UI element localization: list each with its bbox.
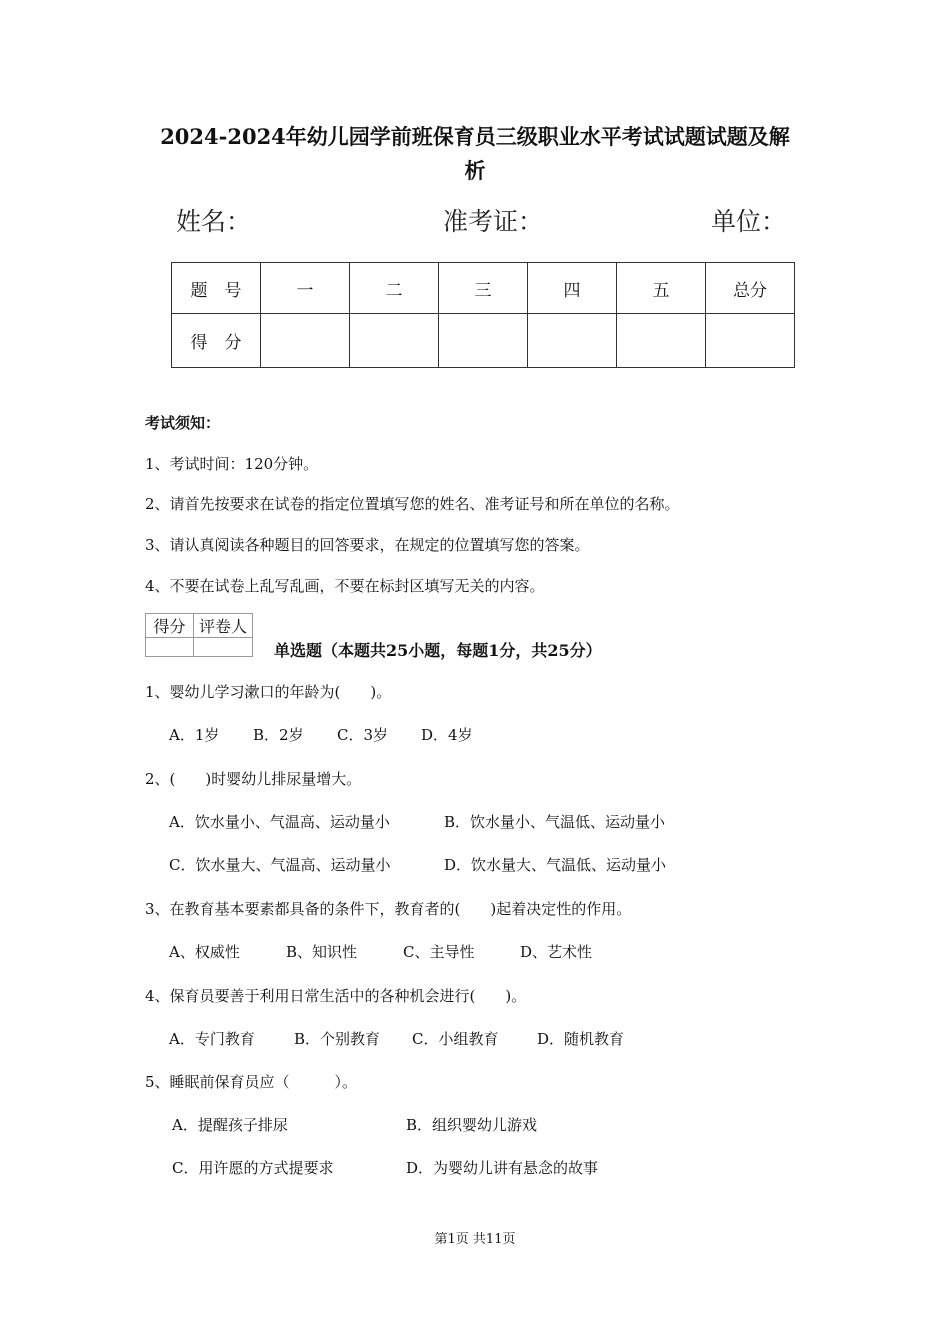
score-table-header-row — [172, 263, 795, 314]
score-cell[interactable] — [617, 314, 706, 368]
page-footer: 第1页 共11页 — [434, 1232, 516, 1247]
option: C．饮水量大、气温高、运动量小 — [169, 856, 391, 874]
grader-box — [145, 613, 253, 657]
title-line-1: 2024-2024年幼儿园学前班保育员三级职业水平考试试题试题及解 — [160, 124, 790, 149]
score-header-cell: 三 — [439, 263, 528, 314]
unit-label: 单位： — [711, 207, 787, 236]
title-line-2: 析 — [464, 158, 486, 183]
option: C、主导性 — [403, 943, 475, 961]
score-header-cell: 五 — [617, 263, 706, 314]
score-cell[interactable] — [528, 314, 617, 368]
score-header-cell: 四 — [528, 263, 617, 314]
notice-item: 1、考试时间：120分钟。 — [145, 455, 319, 473]
question-stem: 4、保育员要善于利用日常生活中的各种机会进行( )。 — [145, 987, 527, 1005]
option: A、权威性 — [169, 943, 240, 961]
option: D．为婴幼儿讲有悬念的故事 — [406, 1159, 599, 1177]
score-header-cell: 总分 — [706, 263, 795, 314]
score-header-cell: 二 — [350, 263, 439, 314]
name-label: 姓名： — [176, 207, 252, 236]
score-table — [171, 262, 795, 368]
option: B．2岁 — [253, 726, 304, 744]
option: C．3岁 — [337, 726, 389, 744]
page-title — [120, 120, 830, 188]
option: B．饮水量小、气温低、运动量小 — [444, 813, 666, 831]
option: A．1岁 — [169, 726, 220, 744]
option: B．个别教育 — [294, 1030, 381, 1048]
question-stem: 5、睡眠前保育员应（ ）。 — [145, 1073, 358, 1091]
question-stem: 1、婴幼儿学习漱口的年龄为( )。 — [145, 683, 392, 701]
option: A．专门教育 — [169, 1030, 255, 1048]
grader-reviewer-cell[interactable] — [194, 638, 253, 657]
option: D．4岁 — [421, 726, 473, 744]
score-cell[interactable] — [706, 314, 795, 368]
score-cell[interactable] — [439, 314, 528, 368]
option: A．提醒孩子排尿 — [172, 1116, 288, 1134]
score-table-score-row — [172, 314, 795, 368]
score-cell[interactable] — [350, 314, 439, 368]
exam-id-label: 准考证： — [443, 207, 544, 236]
question-stem: 2、( )时婴幼儿排尿量增大。 — [145, 770, 362, 788]
grader-score-cell[interactable] — [146, 638, 194, 657]
notice-item: 4、不要在试卷上乱写乱画，不要在标封区填写无关的内容。 — [145, 577, 545, 595]
notice-item: 3、请认真阅读各种题目的回答要求，在规定的位置填写您的答案。 — [145, 536, 590, 554]
option: D．饮水量大、气温低、运动量小 — [444, 856, 667, 874]
option: B、知识性 — [286, 943, 358, 961]
section-title: 单选题（本题共25小题，每题1分，共25分） — [274, 641, 602, 660]
option: D．随机教育 — [537, 1030, 625, 1048]
question-stem: 3、在教育基本要素都具备的条件下，教育者的( )起着决定性的作用。 — [145, 900, 632, 918]
notice-item: 2、请首先按要求在试卷的指定位置填写您的姓名、准考证号和所在单位的名称。 — [145, 495, 680, 513]
grader-score-label: 得分 — [146, 614, 194, 638]
score-header-cell: 题 号 — [172, 263, 261, 314]
score-row-label: 得 分 — [172, 314, 261, 368]
option: A．饮水量小、气温高、运动量小 — [169, 813, 390, 831]
option: C．小组教育 — [412, 1030, 499, 1048]
option: D、艺术性 — [520, 943, 593, 961]
grader-reviewer-label: 评卷人 — [194, 614, 253, 638]
score-cell[interactable] — [261, 314, 350, 368]
notice-heading: 考试须知： — [145, 414, 221, 432]
option: B．组织婴幼儿游戏 — [406, 1116, 538, 1134]
score-header-cell: 一 — [261, 263, 350, 314]
option: C．用许愿的方式提要求 — [172, 1159, 334, 1177]
